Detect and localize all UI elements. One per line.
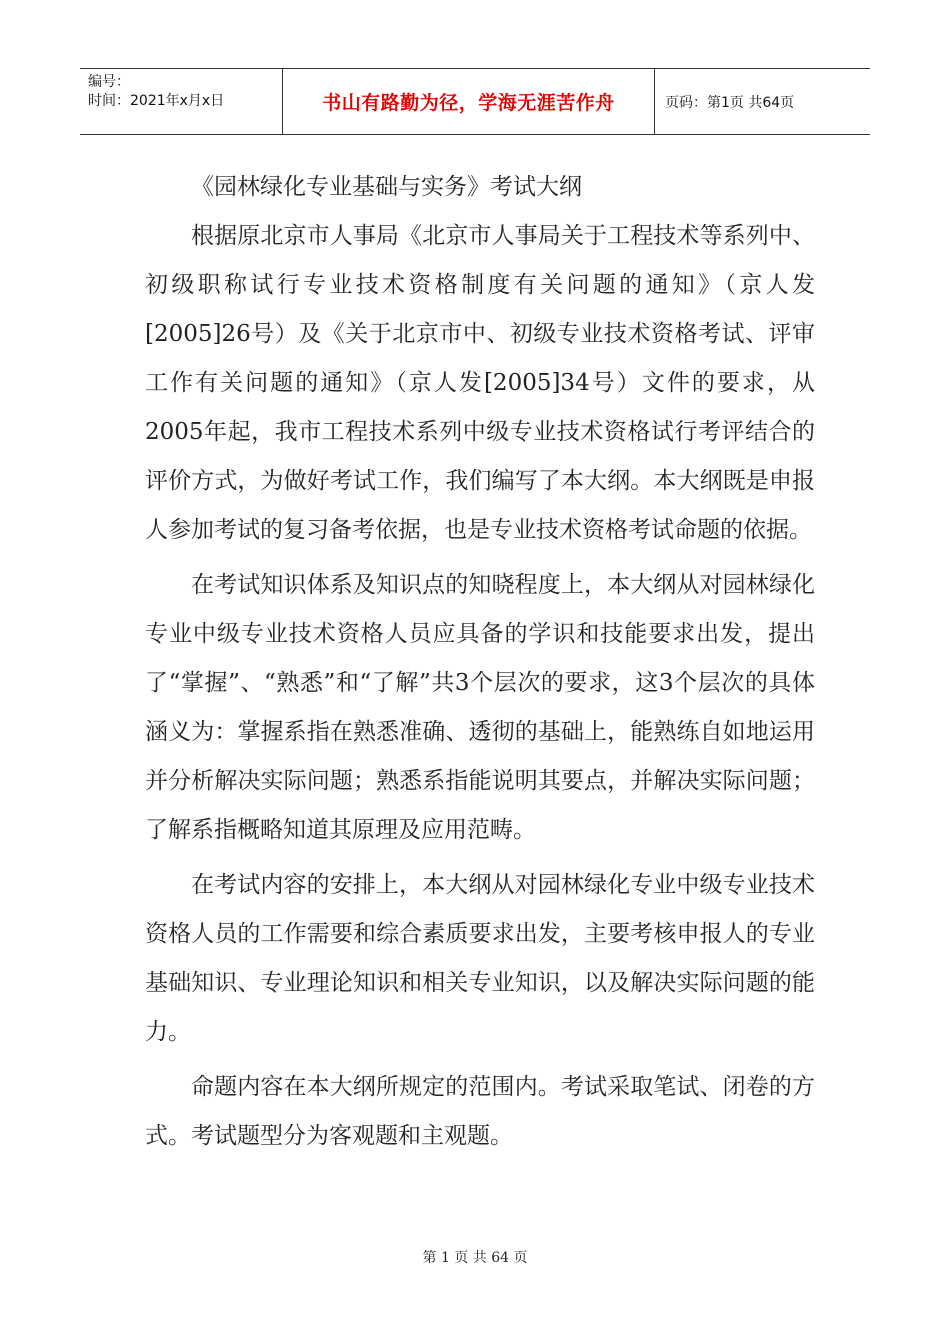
page-header bbox=[80, 68, 870, 135]
page-footer bbox=[0, 1247, 950, 1267]
time-label: 时间：2021年x月x日 bbox=[88, 93, 225, 109]
header-page-info: 页码：第1页 共64页 bbox=[665, 94, 795, 111]
paragraph: 在考试知识体系及知识点的知晓程度上，本大纲从对园林绿化专业中级专业技术资格人员应具备的学识和技能要求出发，提出了“掌握”、“熟悉”和“了解”共3个层次的要求，这3个层次的具体涵义为：掌握系指在熟悉准确、透彻的基础上，能熟练自如地运用并分析解决实际问题；熟悉系指能说明其要点，并解决实际问题；了解系指概略知道其原理及应用范畴。 bbox=[145, 572, 815, 843]
paragraph: 根据原北京市人事局《北京市人事局关于工程技术等系列中、初级职称试行专业技术资格制度有关问题的通知》（京人发[2005]26号）及《关于北京市中、初级专业技术资格考试、评审工作有关问题的通知》（京人发[2005]34号）文件的要求，从2005年起，我市工程技术系列中级专业技术资格试行考评结合的评价方式，为做好考试工作，我们编写了本大纲。本大纲既是申报人参加考试的复习备考依据，也是专业技术资格考试命题的依据。 bbox=[145, 223, 815, 543]
paragraph: 在考试内容的安排上，本大纲从对园林绿化专业中级专业技术资格人员的工作需要和综合素质要求出发，主要考核申报人的专业基础知识、专业理论知识和相关专业知识，以及解决实际问题的能力。 bbox=[145, 872, 815, 1045]
header-page-info-cell bbox=[655, 69, 870, 134]
document-title: 《园林绿化专业基础与实务》考试大纲 bbox=[191, 174, 582, 200]
header-meta bbox=[80, 69, 283, 134]
number-label: 编号： bbox=[88, 74, 130, 90]
footer-page-number: 第 1 页 共 64 页 bbox=[422, 1250, 528, 1266]
header-motto: 书山有路勤为径，学海无涯苦作舟 bbox=[322, 92, 615, 114]
header-motto-cell bbox=[283, 69, 655, 134]
document-body bbox=[145, 163, 815, 1167]
paragraph: 命题内容在本大纲所规定的范围内。考试采取笔试、闭卷的方式。考试题型分为客观题和主观题。 bbox=[145, 1074, 815, 1149]
